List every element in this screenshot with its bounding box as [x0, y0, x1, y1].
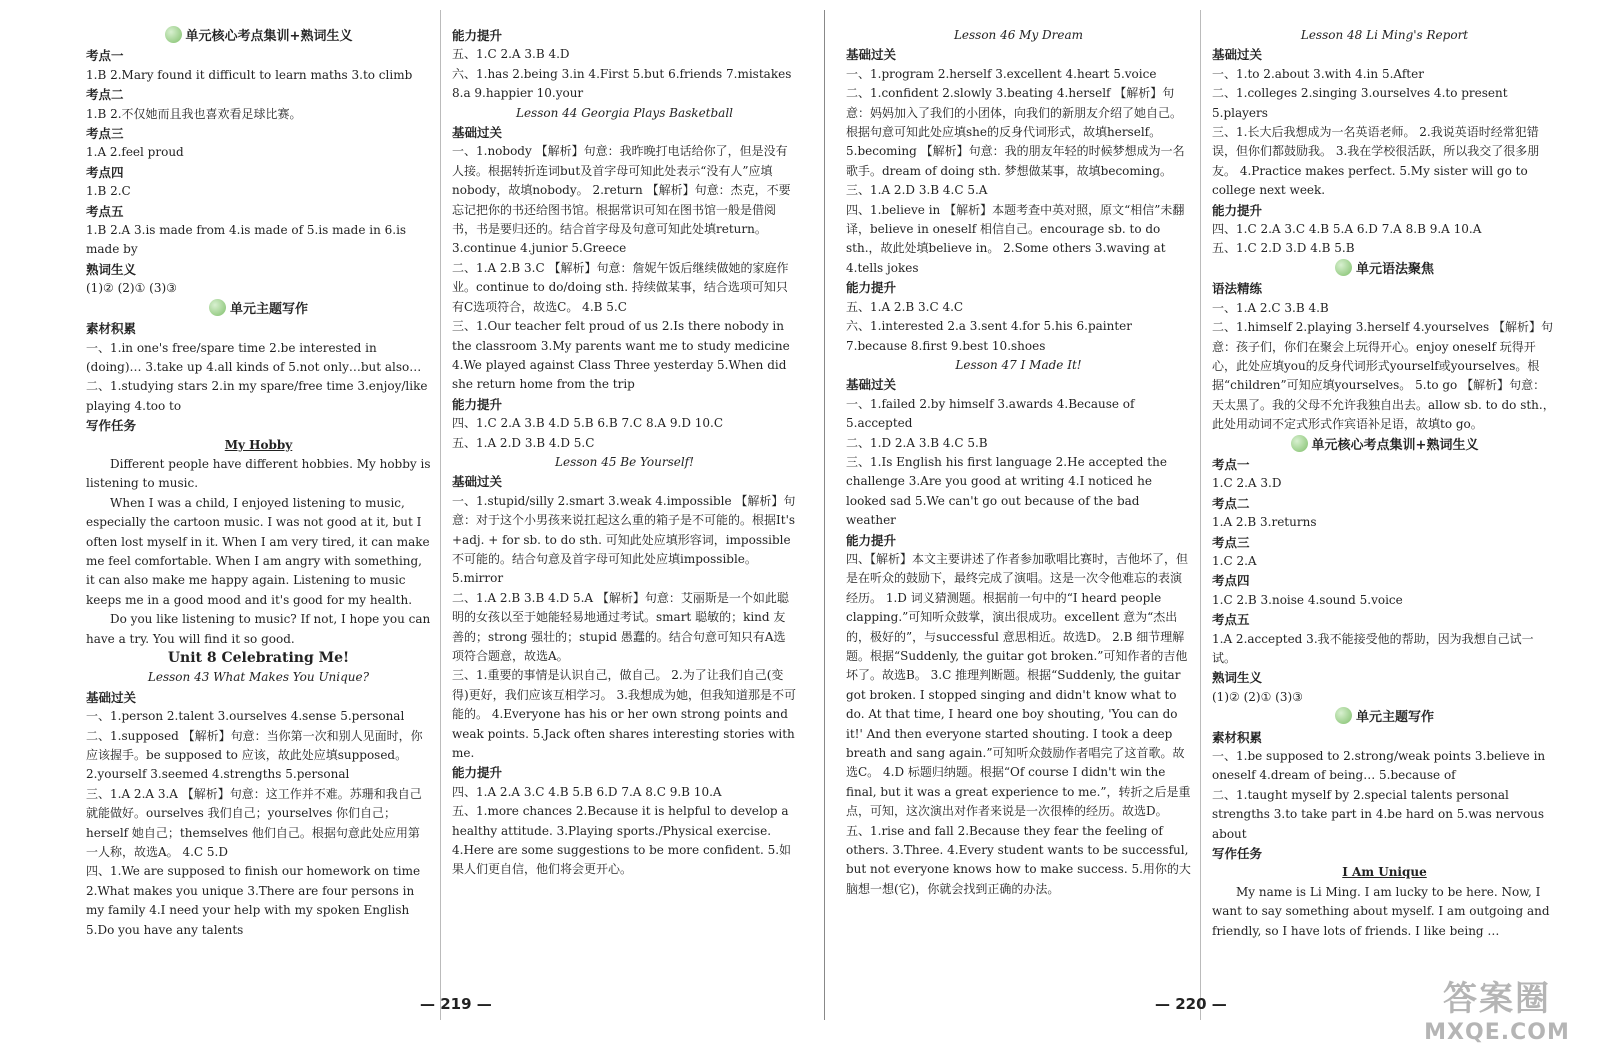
section-heading: 基础过关	[846, 377, 897, 393]
badge-icon	[1291, 435, 1308, 452]
essay-paragraph: Do you like listening to music? If not, I hope you can have a try. You will find it so good.	[86, 612, 431, 646]
banner-text: 单元核心考点集训+熟词生义	[185, 29, 353, 44]
answer-line: 三、1.Our teacher felt proud of us 2.Is there nobody in the classroom 3.My parents want me to study medicine 4.We played against Class Three yesterday 5.When did she return home from the trip	[452, 319, 790, 392]
section-banner	[86, 299, 431, 319]
essay-paragraph: When I was a child, I enjoyed listening to music, especially the cartoon music. I was not good at it, but I often lost myself in it. When I am very tired, it can make me feel comfortable. When I am angry with something, it can also make me happy again. Listening to music keeps me in a good mood and it's good for my health.	[86, 495, 430, 607]
answer-line: 一、1.stupid/silly 2.smart 3.weak 4.impossible 【解析】句意：对于这个小男孩来说扛起这么重的箱子是不可能的。根据It's +adj. + for sb. to do sth. 可知此处应填形容词，impossible 不可能的。结合句意及首字母可知此处应填impossible。 5.mirror	[452, 493, 796, 586]
answer-line: 四、【解析】本文主要讲述了作者参加歌唱比赛时，吉他坏了，但是在听众的鼓励下，最终完成了演唱。这是一次令他难忘的表演经历。 1.D 词义猜测题。根据前一句中的“I heard people clapping.”可知听众鼓掌，演出很成功。excellent 意为“杰出的，极好的”，与successful 意思相近。故选D。 2.B 细节理解题。根据“Suddenly, the guitar got broken.”可知作者的吉他坏了。故选B。 3.C 推理判断题。根据“Suddenly, the guitar got broken. I stopped singing and didn't know what to do. At that time, I heard one boy shouting, 'You can do it!' And then everyone started shouting. I took a deep breath and sang again.”可知听众鼓励作者唱完了这首歌。故选C。 4.D 标题归纳题。根据“Of course I didn't win the final, but it was a great experience to me.”，转折之后是重点，可知，这次演出对作者来说是一次很棒的经历。故选D。	[846, 551, 1191, 819]
badge-icon	[165, 26, 182, 43]
answer-line: 三、1.A 2.A 3.A 【解析】句意：这工作并不难。苏珊和我自己就能做好。ourselves 我们自己；yourselves 你们自己；herself 她自己；themselves 他们自己。根据句意此处应用第一人称，故选A。 4.C 5.D	[86, 786, 422, 860]
section-banner	[86, 26, 431, 46]
answer-line: 四、1.believe in 【解析】本题考查中英对照，原文“相信”未翻译，believe in oneself 相信自己。encourage sb. to do sth.，故此处填believe in。 2.Some others 3.waving at 4.tells jokes	[846, 202, 1185, 275]
section-heading: 考点三	[1212, 534, 1250, 550]
essay-paragraph: Different people have different hobbies. My hobby is listening to music.	[86, 456, 431, 491]
watermark	[1412, 971, 1582, 1049]
column-3	[846, 26, 1191, 1016]
answer-line: 三、1.长大后我想成为一名英语老师。 2.我说英语时经常犯错误，但你们都鼓励我。 3.我在学校很活跃，所以我交了很多朋友。 4.Practice makes perfect. 5.My sister will go to college next week.	[1212, 125, 1540, 198]
answer-line: 1.C 2.A 3.D	[1212, 476, 1282, 491]
banner-text: 单元主题写作	[229, 301, 308, 317]
answer-line: 1.B 2.Mary found it difficult to learn maths 3.to climb	[86, 67, 413, 82]
badge-icon	[1335, 259, 1352, 276]
section-heading: 写作任务	[1212, 846, 1263, 862]
answer-line: 一、1.failed 2.by himself 3.awards 4.Because of 5.accepted	[846, 396, 1135, 431]
answer-line: 1.C 2.A	[1212, 553, 1257, 568]
answer-line: 一、1.in one's free/spare time 2.be interested in (doing)… 3.take up 4.all kinds of 5.not only…but also…	[86, 340, 422, 374]
lesson-title: Lesson 43 What Makes You Unique?	[147, 670, 370, 685]
section-heading: 素材积累	[1212, 729, 1263, 745]
answer-line: 二、1.taught myself by 2.special talents personal strengths 3.to take part in 4.be hard on 5.was nervous about	[1212, 787, 1545, 841]
section-heading: 考点四	[1212, 573, 1250, 589]
section-heading: 写作任务	[86, 418, 137, 434]
section-heading: 基础过关	[452, 474, 503, 490]
answer-line: 1.B 2.A 3.is made from 4.is made of 5.is made in 6.is made by	[86, 223, 407, 257]
section-heading: 考点一	[1212, 456, 1250, 472]
page-number-left: — 219 —	[420, 995, 492, 1013]
answer-line: 1.A 2.accepted 3.我不能接受他的帮助，因为我想自己试一试。	[1212, 631, 1534, 665]
banner-text: 单元语法聚焦	[1355, 261, 1434, 277]
lesson-title: Lesson 44 Georgia Plays Basketball	[515, 105, 734, 120]
answer-line: 一、1.be supposed to 2.strong/weak points 3.believe in oneself 4.dream of being… 5.because of	[1212, 749, 1546, 783]
answer-line: (1)② (2)① (3)③	[86, 281, 177, 296]
answer-line: 四、1.We are supposed to finish our homework on time 2.What makes you unique 3.There are four persons in my family 4.I need your help with my spoken English 5.Do you have any talents	[86, 864, 421, 937]
answer-line: 1.C 2.B 3.noise 4.sound 5.voice	[1212, 592, 1403, 607]
answer-line: 一、1.A 2.C 3.B 4.B	[1212, 300, 1329, 315]
banner-text: 单元核心考点集训+熟词生义	[1311, 437, 1479, 453]
answer-line: 四、1.A 2.A 3.C 4.B 5.B 6.D 7.A 8.C 9.B 10.A	[452, 784, 722, 799]
section-heading: 能力提升	[452, 396, 503, 412]
page-number-right: — 220 —	[1155, 995, 1227, 1013]
section-heading: 熟词生义	[86, 261, 137, 277]
answer-line: 三、1.重要的事情是认识自己，做自己。 2.为了让我们自己(变得)更好，我们应该互相学习。 3.我想成为她，但我知道那是不可能的。 4.Everyone has his or her own strong points and weak points. 5.Jack often shares interesting stories with me.	[452, 668, 796, 761]
section-banner	[1212, 259, 1557, 279]
answer-line: 二、1.himself 2.playing 3.herself 4.yourselves 【解析】句意：孩子们，你们在聚会上玩得开心。enjoy oneself 玩得开心，此处应填you的反身代词形式yourself或yourselves。根据“children”可知应填yourselves。 5.to go 【解析】句意：天太黑了。我的父母不允许我独自出去。allow sb. to do sth.，此处用动词不定式形式作宾语补足语，故填to go。	[1212, 320, 1555, 432]
section-heading: 考点五	[86, 203, 124, 219]
banner-text: 单元主题写作	[1355, 710, 1434, 726]
answer-line: 五、1.C 2.A 3.B 4.D	[452, 47, 570, 62]
answer-line: 六、1.has 2.being 3.in 4.First 5.but 6.friends 7.mistakes 8.a 9.happier 10.your	[452, 66, 792, 101]
section-heading: 能力提升	[452, 765, 503, 781]
answer-line: 四、1.C 2.A 3.C 4.B 5.A 6.D 7.A 8.B 9.A 10.A	[1212, 222, 1482, 237]
section-heading: 考点五	[1212, 612, 1250, 628]
essay-paragraph: My name is Li Ming. I am lucky to be here. Now, I want to say something about myself. I am outgoing and friendly, so I have lots of friends. I like being …	[1212, 884, 1550, 938]
answer-line: 三、1.Is English his first language 2.He accepted the challenge 3.Are you good at writing 4.I noticed he looked sad 5.We can't go out because of the bad weather	[846, 454, 1167, 528]
answer-line: 二、1.studying stars 2.in my spare/free time 3.enjoy/like playing 4.too to	[86, 379, 428, 413]
section-heading: 基础过关	[86, 689, 137, 705]
section-heading: 能力提升	[846, 532, 897, 548]
answer-line: 二、1.colleges 2.singing 3.ourselves 4.to present 5.players	[1212, 86, 1508, 120]
section-heading: 能力提升	[1212, 202, 1263, 218]
section-heading: 考点二	[1212, 495, 1250, 511]
answer-line: 五、1.more chances 2.Because it is helpful to develop a healthy attitude. 3.Playing sports./Physical exercise. 4.Here are some suggestions to be more confident. 5.如果人们更自信，他们将会更开心。	[452, 804, 792, 877]
answer-line: 1.B 2.不仅她而且我也喜欢看足球比赛。	[86, 106, 302, 121]
answer-line: 二、1.supposed 【解析】句意：当你第一次和别人见面时，你应该握手。be supposed to 应该，故此处应填supposed。 2.yourself 3.seemed 4.strengths 5.personal	[86, 728, 423, 782]
section-heading: 熟词生义	[1212, 670, 1263, 686]
column-2	[452, 26, 797, 1016]
section-heading: 考点四	[86, 164, 124, 180]
answer-line: 二、1.confident 2.slowly 3.beating 4.herself 【解析】句意：妈妈加入了我们的小团体，向我们的新朋友介绍了她自己。根据句意可知此处应填she的反身代词形式，故填herself。 5.becoming 【解析】句意：我的朋友年轻的时候梦想成为一名歌手。dream of doing sth. 梦想做某事，故填becoming。	[846, 86, 1185, 178]
answer-line: 四、1.C 2.A 3.B 4.D 5.B 6.B 7.C 8.A 9.D 10.C	[452, 416, 724, 431]
answer-line: 二、1.A 2.B 3.C 【解析】句意：詹妮午饭后继续做她的家庭作业。continue to do/doing sth. 持续做某事，结合选项可知只有C选项符合，故选C。 4.B 5.C	[452, 260, 789, 314]
answer-line: 二、1.D 2.A 3.B 4.C 5.B	[846, 435, 988, 450]
answer-line: 1.A 2.feel proud	[86, 145, 184, 160]
answer-line: 五、1.A 2.B 3.C 4.C	[846, 299, 964, 314]
section-heading: 考点二	[86, 87, 124, 103]
badge-icon	[1335, 707, 1352, 724]
section-heading: 语法精练	[1212, 281, 1263, 297]
answer-line: 二、1.A 2.B 3.B 4.D 5.A 【解析】句意：艾丽斯是一个如此聪明的女孩以至于她能轻易地通过考试。smart 聪敏的；kind 友善的；strong 强壮的；stupid 愚蠢的。结合句意可知只有A选项符合题意，故选A。	[452, 590, 789, 663]
section-banner	[1212, 707, 1557, 727]
unit-title: Unit 8 Celebrating Me!	[167, 650, 350, 666]
answer-line: 1.A 2.B 3.returns	[1212, 515, 1317, 530]
badge-icon	[209, 299, 226, 316]
answer-line: 五、1.C 2.D 3.D 4.B 5.B	[1212, 241, 1355, 256]
answer-line: 三、1.A 2.D 3.B 4.C 5.A	[846, 183, 988, 198]
answer-line: 一、1.to 2.about 3.with 4.in 5.After	[1212, 66, 1424, 81]
section-banner	[1212, 435, 1557, 455]
column-4	[1212, 26, 1557, 1016]
answer-line: 六、1.interested 2.a 3.sent 4.for 5.his 6.painter 7.because 8.first 9.best 10.shoes	[846, 319, 1133, 353]
answer-line: 1.B 2.C	[86, 184, 131, 199]
lesson-title: Lesson 46 My Dream	[953, 28, 1084, 42]
answer-line: 一、1.nobody 【解析】句意：我昨晚打电话给你了，但是没有人接。根据转折连词but及首字母可知此处表示“没有人”应填nobody，故填nobody。 2.return 【解析】句意：杰克，不要忘记把你的书还给图书馆。根据常识可知在图书馆一般是借阅书，书是要归还的。结合首字母及句意可知此处填return。 3.continue 4.junior 5.Greece	[452, 144, 791, 256]
answer-line: 一、1.person 2.talent 3.ourselves 4.sense 5.personal	[86, 709, 405, 724]
essay-title: I Am Unique	[1342, 865, 1427, 880]
lesson-title: Lesson 47 I Made It!	[955, 357, 1082, 372]
watermark-logo: 答案圈	[1443, 979, 1551, 1019]
column-1	[86, 26, 431, 1016]
watermark-site: MXQE.COM	[1424, 1020, 1570, 1045]
lesson-title: Lesson 48 Li Ming's Report	[1300, 28, 1469, 42]
section-heading: 基础过关	[846, 47, 897, 63]
section-heading: 基础过关	[1212, 47, 1263, 63]
essay-title: My Hobby	[224, 437, 293, 452]
answer-line: (1)② (2)① (3)③	[1212, 689, 1303, 704]
section-heading: 考点三	[86, 126, 124, 142]
section-heading: 考点一	[86, 48, 124, 64]
lesson-title: Lesson 45 Be Yourself!	[555, 454, 694, 469]
section-heading: 基础过关	[452, 125, 503, 141]
section-heading: 能力提升	[846, 280, 897, 296]
section-heading: 素材积累	[86, 321, 137, 337]
section-heading: 能力提升	[452, 28, 503, 43]
answer-line: 一、1.program 2.herself 3.excellent 4.heart 5.voice	[846, 66, 1157, 81]
answer-line: 五、1.A 2.D 3.B 4.D 5.C	[452, 435, 595, 450]
answer-line: 五、1.rise and fall 2.Because they fear the feeling of others. 3.Three. 4.Every student wants to be successful, but not everyone knows how to make success. 5.用你的大脑想一想(它)，你就会找到正确的办法。	[846, 823, 1191, 896]
